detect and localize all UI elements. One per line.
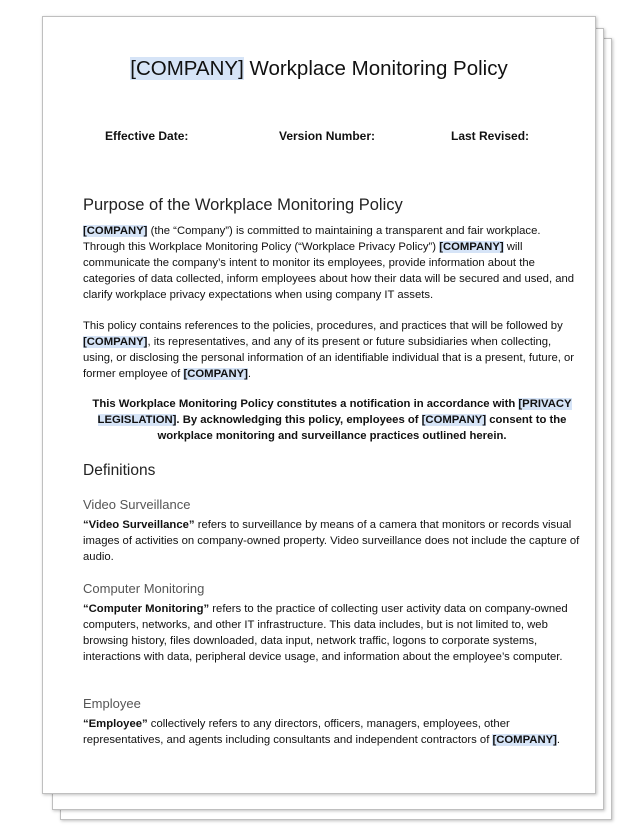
purpose-paragraph-1 (83, 223, 581, 303)
purpose-paragraph-2 (83, 318, 581, 382)
company-placeholder: [COMPANY] (83, 225, 148, 237)
defined-term: “Employee” (83, 718, 148, 730)
company-placeholder: [COMPANY] (439, 241, 504, 253)
paragraph-text: . By acknowledging this policy, employees of (176, 414, 422, 426)
definitions-heading: Definitions (83, 462, 156, 479)
paragraph-text: consent to the workplace monitoring and surveillance practices outlined herein. (157, 414, 567, 442)
title-text: Workplace Monitoring Policy (243, 57, 508, 80)
purpose-heading: Purpose of the Workplace Monitoring Policy (83, 196, 403, 214)
notice-paragraph (79, 396, 585, 444)
document-title (43, 57, 595, 81)
company-placeholder: [COMPANY] (183, 368, 248, 380)
version-number-label: Version Number: (279, 129, 376, 143)
paragraph-text: refers to surveillance by means of a camera that monitors or records visual images of activities on company-owned property. Video surveillance does not include the capture of audio. (83, 519, 580, 563)
company-placeholder: [COMPANY] (492, 734, 557, 746)
company-placeholder: [COMPANY] (83, 336, 148, 348)
paragraph-text: will communicate the company’s intent to monitor its employees, provide information about the categories of data collected, inform employees about how their data will be secured and used, and clarify workplace privacy expectations when using company IT assets. (83, 241, 575, 301)
paragraph-text: . (556, 734, 561, 746)
privacy-legislation-placeholder: [PRIVACY LEGISLATION] (97, 398, 572, 426)
employee-definition (83, 716, 581, 748)
document-page (42, 16, 596, 794)
paragraph-text: collectively refers to any directors, officers, managers, employees, other representatives, and agents including consultants and independent contractors of (83, 718, 510, 746)
paragraph-text: This Workplace Monitoring Policy constitutes a notification in accordance with (92, 398, 519, 410)
paragraph-text: , its representatives, and any of its present or future subsidiaries when collecting, using, or disclosing the personal information of an identifiable individual that is a present, future, or former employee of (83, 336, 575, 380)
paragraph-text: (the “Company”) is committed to maintaining a transparent and fair workplace. Through this Workplace Monitoring Policy (“Workplace Privacy Policy”) (83, 225, 541, 253)
title-company-placeholder: [COMPANY] (130, 57, 244, 80)
effective-date-label: Effective Date: (105, 129, 189, 143)
company-placeholder: [COMPANY] (421, 414, 487, 426)
last-revised-label: Last Revised: (451, 129, 530, 143)
defined-term: “Computer Monitoring” (83, 603, 210, 615)
video-surveillance-definition (83, 517, 581, 565)
paragraph-text: refers to the practice of collecting user activity data on company-owned computers, networks, and other IT infrastructure. This data includes, but is not limited to, web browsing history, files downloaded, data input, network traffic, logons to corporate systems, interactions with data, peripheral device usage, and information about the employee’s computer. (83, 603, 568, 663)
employee-heading: Employee (83, 696, 141, 711)
computer-monitoring-definition (83, 601, 581, 665)
computer-monitoring-heading: Computer Monitoring (83, 581, 205, 596)
paragraph-text: This policy contains references to the policies, procedures, and practices that will be followed by (83, 320, 563, 332)
video-surveillance-heading: Video Surveillance (83, 497, 191, 512)
defined-term: “Video Surveillance” (83, 519, 195, 531)
paragraph-text: . (247, 368, 252, 380)
